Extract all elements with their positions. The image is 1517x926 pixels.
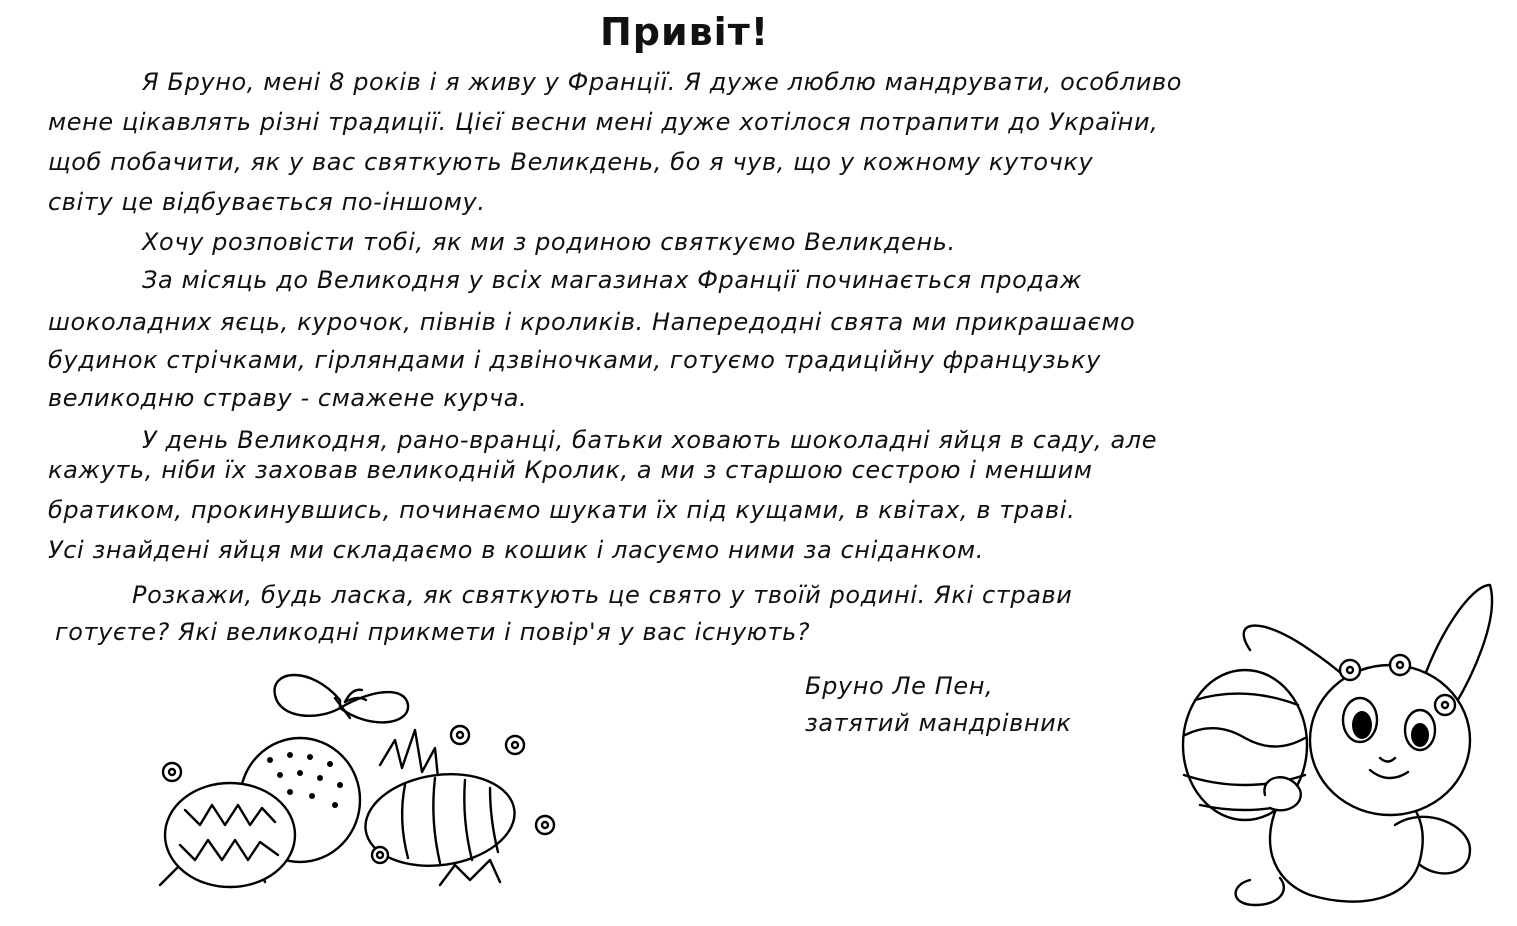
letter-title: Привіт! — [600, 10, 770, 54]
letter-line: Я Бруно, мені 8 років і я живу у Франції. Я дуже люблю мандрувати, особливо — [142, 68, 1183, 96]
letter-line: За місяць до Великодня у всіх магазинах Франції починається продаж — [142, 266, 1083, 294]
letter-line: великодню страву - смажене курча. — [48, 384, 528, 412]
letter-line: світу це відбувається по-іншому. — [48, 188, 486, 216]
letter-line: готуєте? Які великодні прикмети і повір'я у вас існують? — [55, 618, 811, 646]
letter-line: щоб побачити, як у вас святкують Великдень, бо я чув, що у кожному куточку — [48, 148, 1094, 176]
letter-line: Усі знайдені яйця ми складаємо в кошик і ласуємо ними за сніданком. — [48, 536, 984, 564]
easter-bunny-icon — [1170, 580, 1500, 910]
signature-title: затятий мандрівник — [805, 709, 1072, 737]
letter-line: Розкажи, будь ласка, як святкують це свято у твоїй родині. Які страви — [132, 581, 1073, 609]
letter-line: будинок стрічками, гірляндами і дзвіночками, готуємо традиційну французьку — [48, 346, 1101, 374]
letter-line: шоколадних яєць, курочок, півнів і кроликів. Напередодні свята ми прикрашаємо — [48, 308, 1136, 336]
letter-line: братиком, прокинувшись, починаємо шукати їх під кущами, в квітах, в траві. — [48, 496, 1076, 524]
letter-line: У день Великодня, рано-вранці, батьки ховають шоколадні яйця в саду, але — [142, 426, 1158, 454]
letter-line: мене цікавлять різні традиції. Цієї весни мені дуже хотілося потрапити до України, — [48, 108, 1159, 136]
letter-line: кажуть, ніби їх заховав великодній Кролик, а ми з старшою сестрою і меншим — [48, 456, 1093, 484]
letter-line: Хочу розповісти тобі, як ми з родиною святкуємо Великдень. — [142, 228, 956, 256]
easter-eggs-butterfly-icon — [140, 660, 550, 900]
signature-name: Бруно Ле Пен, — [805, 672, 994, 700]
